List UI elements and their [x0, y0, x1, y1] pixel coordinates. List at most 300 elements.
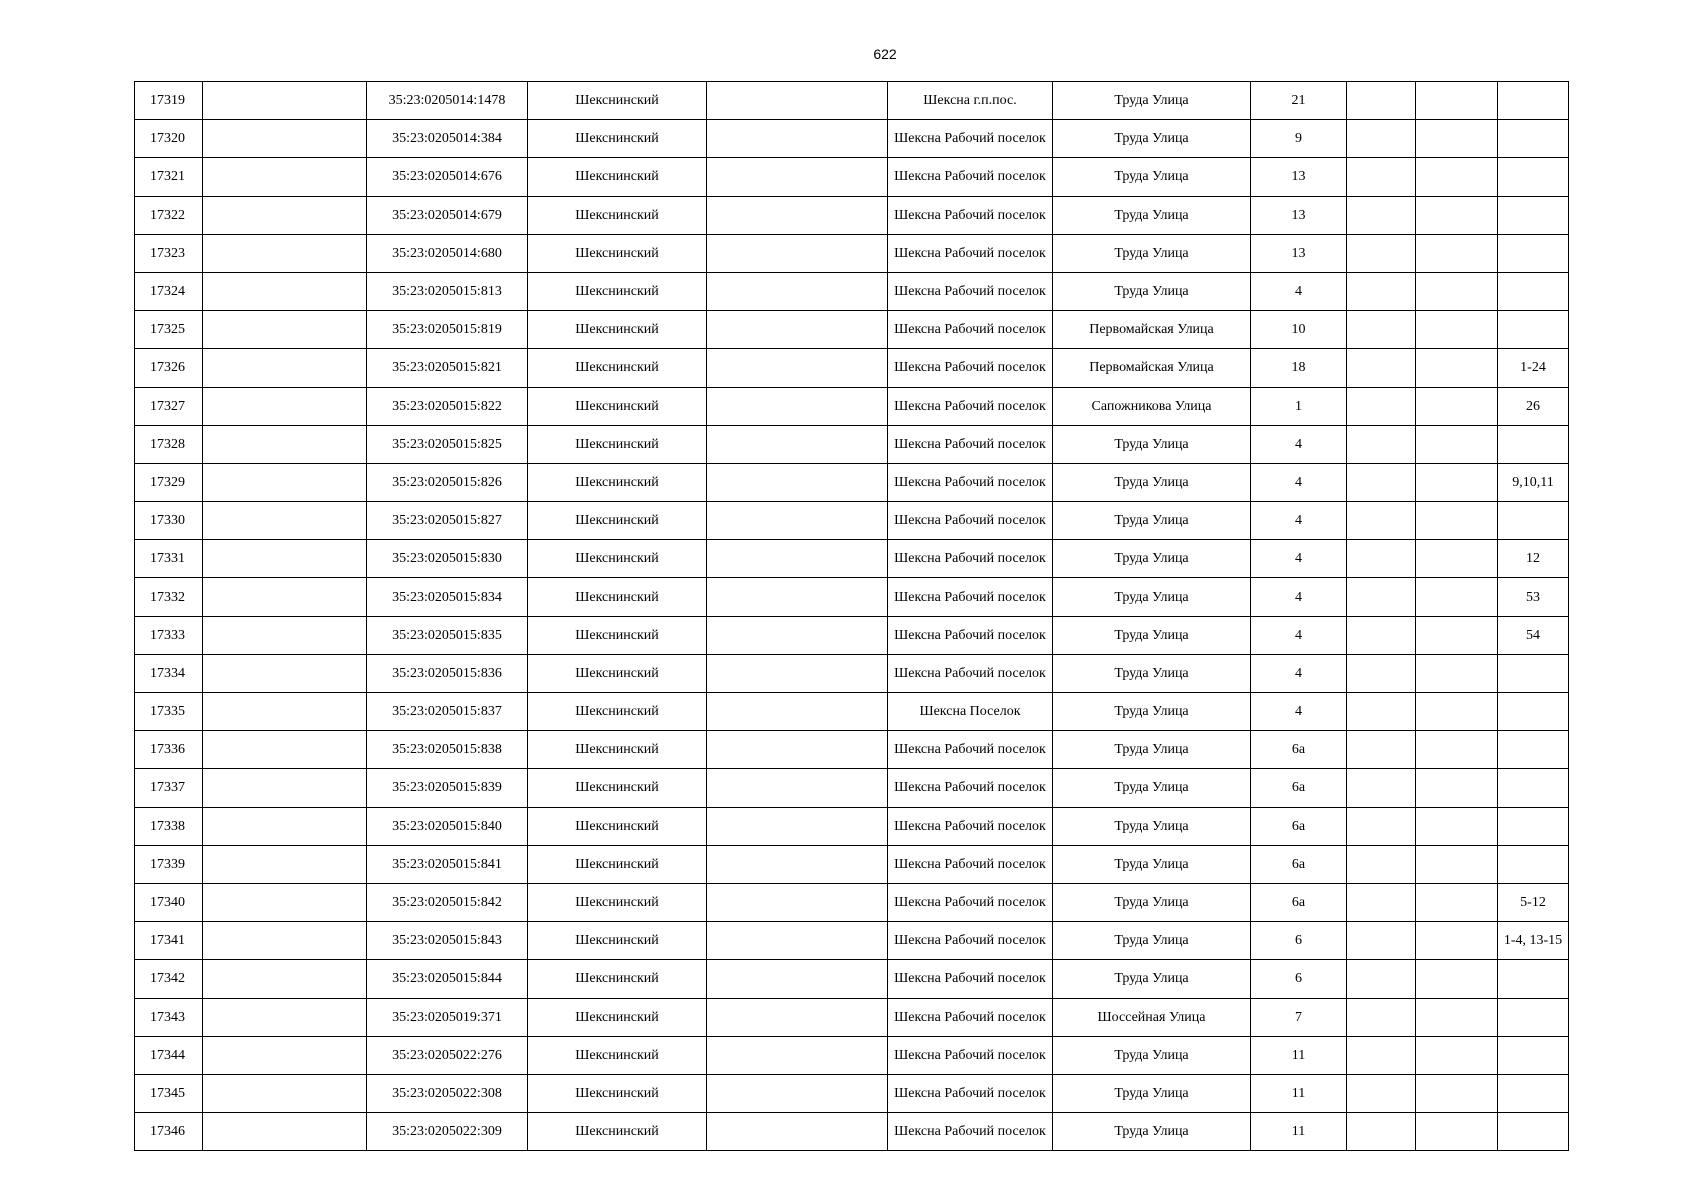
blank-cell: [1416, 883, 1498, 921]
blank-cell: [1416, 807, 1498, 845]
table-row: [135, 845, 1569, 883]
house-cell: 10: [1251, 311, 1347, 349]
house-cell: 6а: [1251, 731, 1347, 769]
street-cell: Труда Улица: [1053, 960, 1251, 998]
settlement-cell: Шексна Рабочий поселок: [888, 349, 1053, 387]
house-cell: 4: [1251, 425, 1347, 463]
table-row: [135, 272, 1569, 310]
street-cell: Сапожникова Улица: [1053, 387, 1251, 425]
settlement-cell: Шексна Рабочий поселок: [888, 883, 1053, 921]
table-row: [135, 883, 1569, 921]
blank-cell: [203, 120, 367, 158]
street-cell: Труда Улица: [1053, 769, 1251, 807]
table-row: [135, 463, 1569, 501]
blank-cell: [203, 234, 367, 272]
cadastral-number-cell: 35:23:0205014:679: [367, 196, 528, 234]
district-cell: Шекснинский: [528, 1036, 707, 1074]
street-cell: Труда Улица: [1053, 234, 1251, 272]
cadastral-number-cell: 35:23:0205015:841: [367, 845, 528, 883]
blank-cell: [1416, 578, 1498, 616]
settlement-cell: Шексна Рабочий поселок: [888, 272, 1053, 310]
blank-cell: [707, 1113, 888, 1151]
row-number-cell: 17340: [135, 883, 203, 921]
blank-cell: [203, 196, 367, 234]
district-cell: Шекснинский: [528, 311, 707, 349]
settlement-cell: Шексна Рабочий поселок: [888, 731, 1053, 769]
blank-cell: [707, 120, 888, 158]
house-cell: 13: [1251, 234, 1347, 272]
blank-cell: [1347, 425, 1416, 463]
cadastral-number-cell: 35:23:0205015:844: [367, 960, 528, 998]
blank-cell: [1347, 1074, 1416, 1112]
table-row: [135, 960, 1569, 998]
table-row: [135, 387, 1569, 425]
blank-cell: [707, 234, 888, 272]
blank-cell: [1416, 654, 1498, 692]
street-cell: Труда Улица: [1053, 693, 1251, 731]
blank-cell: [707, 463, 888, 501]
blank-cell: [1347, 272, 1416, 310]
settlement-cell: Шексна Рабочий поселок: [888, 654, 1053, 692]
blank-cell: [1347, 311, 1416, 349]
street-cell: Труда Улица: [1053, 731, 1251, 769]
table-row: [135, 502, 1569, 540]
cadastral-number-cell: 35:23:0205019:371: [367, 998, 528, 1036]
house-cell: 6: [1251, 960, 1347, 998]
row-number-cell: 17322: [135, 196, 203, 234]
apartments-cell: [1498, 425, 1569, 463]
district-cell: Шекснинский: [528, 272, 707, 310]
apartments-cell: [1498, 807, 1569, 845]
apartments-cell: [1498, 731, 1569, 769]
row-number-cell: 17331: [135, 540, 203, 578]
house-cell: 6а: [1251, 883, 1347, 921]
table-row: [135, 578, 1569, 616]
house-cell: 6а: [1251, 769, 1347, 807]
blank-cell: [1416, 1113, 1498, 1151]
table-row: [135, 807, 1569, 845]
house-cell: 11: [1251, 1074, 1347, 1112]
district-cell: Шекснинский: [528, 693, 707, 731]
apartments-cell: 12: [1498, 540, 1569, 578]
street-cell: Труда Улица: [1053, 845, 1251, 883]
blank-cell: [203, 540, 367, 578]
district-cell: Шекснинский: [528, 540, 707, 578]
house-cell: 13: [1251, 196, 1347, 234]
blank-cell: [1416, 311, 1498, 349]
blank-cell: [707, 311, 888, 349]
blank-cell: [707, 922, 888, 960]
blank-cell: [203, 616, 367, 654]
blank-cell: [1416, 120, 1498, 158]
cadastral-number-cell: 35:23:0205015:826: [367, 463, 528, 501]
street-cell: Шоссейная Улица: [1053, 998, 1251, 1036]
street-cell: Труда Улица: [1053, 883, 1251, 921]
row-number-cell: 17337: [135, 769, 203, 807]
district-cell: Шекснинский: [528, 807, 707, 845]
blank-cell: [1347, 1036, 1416, 1074]
cadastral-number-cell: 35:23:0205015:834: [367, 578, 528, 616]
blank-cell: [1347, 998, 1416, 1036]
cadastral-number-cell: 35:23:0205015:819: [367, 311, 528, 349]
blank-cell: [203, 845, 367, 883]
blank-cell: [1416, 693, 1498, 731]
table-row: [135, 998, 1569, 1036]
blank-cell: [1347, 234, 1416, 272]
row-number-cell: 17342: [135, 960, 203, 998]
blank-cell: [707, 998, 888, 1036]
blank-cell: [1347, 502, 1416, 540]
settlement-cell: Шексна г.п.пос.: [888, 82, 1053, 120]
cadastral-number-cell: 35:23:0205022:309: [367, 1113, 528, 1151]
settlement-cell: Шексна Рабочий поселок: [888, 1036, 1053, 1074]
cadastral-number-cell: 35:23:0205015:830: [367, 540, 528, 578]
settlement-cell: Шексна Рабочий поселок: [888, 540, 1053, 578]
table-row: [135, 1113, 1569, 1151]
cadastral-number-cell: 35:23:0205022:276: [367, 1036, 528, 1074]
street-cell: Труда Улица: [1053, 540, 1251, 578]
street-cell: Труда Улица: [1053, 578, 1251, 616]
blank-cell: [203, 731, 367, 769]
blank-cell: [707, 845, 888, 883]
settlement-cell: Шексна Рабочий поселок: [888, 158, 1053, 196]
street-cell: Труда Улица: [1053, 120, 1251, 158]
blank-cell: [1416, 998, 1498, 1036]
blank-cell: [1416, 1036, 1498, 1074]
row-number-cell: 17335: [135, 693, 203, 731]
settlement-cell: Шексна Рабочий поселок: [888, 578, 1053, 616]
street-cell: Труда Улица: [1053, 502, 1251, 540]
row-number-cell: 17344: [135, 1036, 203, 1074]
house-cell: 18: [1251, 349, 1347, 387]
settlement-cell: Шексна Рабочий поселок: [888, 1074, 1053, 1112]
blank-cell: [1416, 845, 1498, 883]
settlement-cell: Шексна Рабочий поселок: [888, 196, 1053, 234]
blank-cell: [707, 654, 888, 692]
blank-cell: [1347, 693, 1416, 731]
apartments-cell: [1498, 998, 1569, 1036]
table-row: [135, 922, 1569, 960]
blank-cell: [203, 654, 367, 692]
table-row: [135, 540, 1569, 578]
blank-cell: [203, 158, 367, 196]
street-cell: Труда Улица: [1053, 654, 1251, 692]
street-cell: Первомайская Улица: [1053, 311, 1251, 349]
blank-cell: [1416, 425, 1498, 463]
apartments-cell: [1498, 960, 1569, 998]
blank-cell: [707, 82, 888, 120]
row-number-cell: 17333: [135, 616, 203, 654]
blank-cell: [707, 693, 888, 731]
row-number-cell: 17339: [135, 845, 203, 883]
district-cell: Шекснинский: [528, 883, 707, 921]
district-cell: Шекснинский: [528, 845, 707, 883]
street-cell: Труда Улица: [1053, 1113, 1251, 1151]
blank-cell: [1416, 769, 1498, 807]
blank-cell: [707, 960, 888, 998]
blank-cell: [1347, 578, 1416, 616]
cadastral-number-cell: 35:23:0205014:680: [367, 234, 528, 272]
table-row: [135, 1074, 1569, 1112]
blank-cell: [203, 349, 367, 387]
blank-cell: [1416, 731, 1498, 769]
blank-cell: [1347, 387, 1416, 425]
table-row: [135, 693, 1569, 731]
house-cell: 4: [1251, 693, 1347, 731]
table-row: [135, 425, 1569, 463]
blank-cell: [203, 272, 367, 310]
house-cell: 4: [1251, 272, 1347, 310]
district-cell: Шекснинский: [528, 425, 707, 463]
registry-table: [134, 81, 1569, 1151]
apartments-cell: [1498, 1113, 1569, 1151]
row-number-cell: 17338: [135, 807, 203, 845]
house-cell: 6а: [1251, 807, 1347, 845]
street-cell: Труда Улица: [1053, 807, 1251, 845]
row-number-cell: 17327: [135, 387, 203, 425]
apartments-cell: 26: [1498, 387, 1569, 425]
blank-cell: [707, 578, 888, 616]
table-row: [135, 1036, 1569, 1074]
district-cell: Шекснинский: [528, 196, 707, 234]
blank-cell: [707, 349, 888, 387]
blank-cell: [707, 883, 888, 921]
row-number-cell: 17324: [135, 272, 203, 310]
page-number: 622: [873, 46, 897, 62]
row-number-cell: 17345: [135, 1074, 203, 1112]
settlement-cell: Шексна Рабочий поселок: [888, 425, 1053, 463]
apartments-cell: [1498, 693, 1569, 731]
blank-cell: [1347, 349, 1416, 387]
blank-cell: [707, 769, 888, 807]
street-cell: Труда Улица: [1053, 425, 1251, 463]
apartments-cell: [1498, 234, 1569, 272]
row-number-cell: 17346: [135, 1113, 203, 1151]
cadastral-number-cell: 35:23:0205015:827: [367, 502, 528, 540]
cadastral-number-cell: 35:23:0205015:842: [367, 883, 528, 921]
blank-cell: [203, 769, 367, 807]
blank-cell: [1347, 196, 1416, 234]
settlement-cell: Шексна Рабочий поселок: [888, 998, 1053, 1036]
blank-cell: [203, 311, 367, 349]
district-cell: Шекснинский: [528, 502, 707, 540]
house-cell: 7: [1251, 998, 1347, 1036]
row-number-cell: 17343: [135, 998, 203, 1036]
row-number-cell: 17326: [135, 349, 203, 387]
street-cell: Труда Улица: [1053, 1074, 1251, 1112]
house-cell: 11: [1251, 1036, 1347, 1074]
table-row: [135, 654, 1569, 692]
settlement-cell: Шексна Рабочий поселок: [888, 463, 1053, 501]
table-row: [135, 82, 1569, 120]
house-cell: 11: [1251, 1113, 1347, 1151]
blank-cell: [1416, 960, 1498, 998]
blank-cell: [1347, 1113, 1416, 1151]
blank-cell: [1347, 616, 1416, 654]
cadastral-number-cell: 35:23:0205015:838: [367, 731, 528, 769]
district-cell: Шекснинский: [528, 578, 707, 616]
blank-cell: [1347, 540, 1416, 578]
row-number-cell: 17329: [135, 463, 203, 501]
district-cell: Шекснинский: [528, 654, 707, 692]
blank-cell: [203, 1074, 367, 1112]
table-row: [135, 158, 1569, 196]
blank-cell: [203, 425, 367, 463]
street-cell: Труда Улица: [1053, 463, 1251, 501]
street-cell: Труда Улица: [1053, 272, 1251, 310]
apartments-cell: [1498, 196, 1569, 234]
district-cell: Шекснинский: [528, 463, 707, 501]
settlement-cell: Шексна Рабочий поселок: [888, 807, 1053, 845]
district-cell: Шекснинский: [528, 769, 707, 807]
district-cell: Шекснинский: [528, 158, 707, 196]
district-cell: Шекснинский: [528, 82, 707, 120]
cadastral-number-cell: 35:23:0205015:822: [367, 387, 528, 425]
blank-cell: [203, 463, 367, 501]
row-number-cell: 17321: [135, 158, 203, 196]
settlement-cell: Шексна Рабочий поселок: [888, 845, 1053, 883]
cadastral-number-cell: 35:23:0205015:821: [367, 349, 528, 387]
apartments-cell: [1498, 82, 1569, 120]
settlement-cell: Шексна Рабочий поселок: [888, 616, 1053, 654]
row-number-cell: 17341: [135, 922, 203, 960]
street-cell: Труда Улица: [1053, 616, 1251, 654]
blank-cell: [1347, 463, 1416, 501]
cadastral-number-cell: 35:23:0205022:308: [367, 1074, 528, 1112]
house-cell: 4: [1251, 540, 1347, 578]
blank-cell: [1416, 272, 1498, 310]
street-cell: Труда Улица: [1053, 1036, 1251, 1074]
blank-cell: [707, 616, 888, 654]
row-number-cell: 17328: [135, 425, 203, 463]
house-cell: 4: [1251, 463, 1347, 501]
district-cell: Шекснинский: [528, 731, 707, 769]
apartments-cell: [1498, 502, 1569, 540]
apartments-cell: 9,10,11: [1498, 463, 1569, 501]
apartments-cell: [1498, 845, 1569, 883]
blank-cell: [203, 960, 367, 998]
blank-cell: [1416, 1074, 1498, 1112]
settlement-cell: Шексна Рабочий поселок: [888, 960, 1053, 998]
blank-cell: [1347, 82, 1416, 120]
blank-cell: [707, 272, 888, 310]
blank-cell: [1347, 731, 1416, 769]
blank-cell: [203, 387, 367, 425]
blank-cell: [203, 807, 367, 845]
row-number-cell: 17330: [135, 502, 203, 540]
blank-cell: [203, 578, 367, 616]
apartments-cell: [1498, 311, 1569, 349]
cadastral-number-cell: 35:23:0205015:840: [367, 807, 528, 845]
district-cell: Шекснинский: [528, 234, 707, 272]
table-row: [135, 769, 1569, 807]
blank-cell: [1416, 616, 1498, 654]
street-cell: Первомайская Улица: [1053, 349, 1251, 387]
blank-cell: [203, 883, 367, 921]
settlement-cell: Шексна Рабочий поселок: [888, 502, 1053, 540]
cadastral-number-cell: 35:23:0205014:1478: [367, 82, 528, 120]
table-row: [135, 349, 1569, 387]
row-number-cell: 17323: [135, 234, 203, 272]
house-cell: 4: [1251, 502, 1347, 540]
settlement-cell: Шексна Рабочий поселок: [888, 922, 1053, 960]
district-cell: Шекснинский: [528, 120, 707, 158]
district-cell: Шекснинский: [528, 922, 707, 960]
blank-cell: [1347, 158, 1416, 196]
house-cell: 4: [1251, 578, 1347, 616]
district-cell: Шекснинский: [528, 349, 707, 387]
blank-cell: [203, 998, 367, 1036]
house-cell: 4: [1251, 616, 1347, 654]
settlement-cell: Шексна Рабочий поселок: [888, 120, 1053, 158]
blank-cell: [1416, 922, 1498, 960]
blank-cell: [1347, 960, 1416, 998]
blank-cell: [203, 1113, 367, 1151]
table-row: [135, 196, 1569, 234]
settlement-cell: Шексна Рабочий поселок: [888, 387, 1053, 425]
table-row: [135, 234, 1569, 272]
apartments-cell: 5-12: [1498, 883, 1569, 921]
house-cell: 9: [1251, 120, 1347, 158]
district-cell: Шекснинский: [528, 1113, 707, 1151]
blank-cell: [203, 502, 367, 540]
blank-cell: [707, 1036, 888, 1074]
row-number-cell: 17319: [135, 82, 203, 120]
apartments-cell: [1498, 1036, 1569, 1074]
district-cell: Шекснинский: [528, 387, 707, 425]
blank-cell: [707, 158, 888, 196]
table-row: [135, 731, 1569, 769]
row-number-cell: 17320: [135, 120, 203, 158]
district-cell: Шекснинский: [528, 1074, 707, 1112]
blank-cell: [707, 502, 888, 540]
settlement-cell: Шексна Рабочий поселок: [888, 769, 1053, 807]
blank-cell: [1416, 502, 1498, 540]
apartments-cell: 53: [1498, 578, 1569, 616]
blank-cell: [1416, 387, 1498, 425]
house-cell: 13: [1251, 158, 1347, 196]
apartments-cell: [1498, 769, 1569, 807]
blank-cell: [1347, 120, 1416, 158]
blank-cell: [1347, 883, 1416, 921]
row-number-cell: 17332: [135, 578, 203, 616]
table-row: [135, 616, 1569, 654]
blank-cell: [707, 1074, 888, 1112]
row-number-cell: 17325: [135, 311, 203, 349]
blank-cell: [1416, 463, 1498, 501]
cadastral-number-cell: 35:23:0205015:843: [367, 922, 528, 960]
cadastral-number-cell: 35:23:0205015:839: [367, 769, 528, 807]
apartments-cell: [1498, 1074, 1569, 1112]
house-cell: 21: [1251, 82, 1347, 120]
table-row: [135, 120, 1569, 158]
cadastral-number-cell: 35:23:0205015:837: [367, 693, 528, 731]
blank-cell: [707, 425, 888, 463]
apartments-cell: 1-24: [1498, 349, 1569, 387]
apartments-cell: 54: [1498, 616, 1569, 654]
blank-cell: [203, 82, 367, 120]
blank-cell: [1416, 349, 1498, 387]
house-cell: 6: [1251, 922, 1347, 960]
settlement-cell: Шексна Рабочий поселок: [888, 1113, 1053, 1151]
cadastral-number-cell: 35:23:0205014:676: [367, 158, 528, 196]
district-cell: Шекснинский: [528, 960, 707, 998]
cadastral-number-cell: 35:23:0205014:384: [367, 120, 528, 158]
blank-cell: [203, 922, 367, 960]
house-cell: 6а: [1251, 845, 1347, 883]
blank-cell: [1347, 654, 1416, 692]
cadastral-number-cell: 35:23:0205015:825: [367, 425, 528, 463]
